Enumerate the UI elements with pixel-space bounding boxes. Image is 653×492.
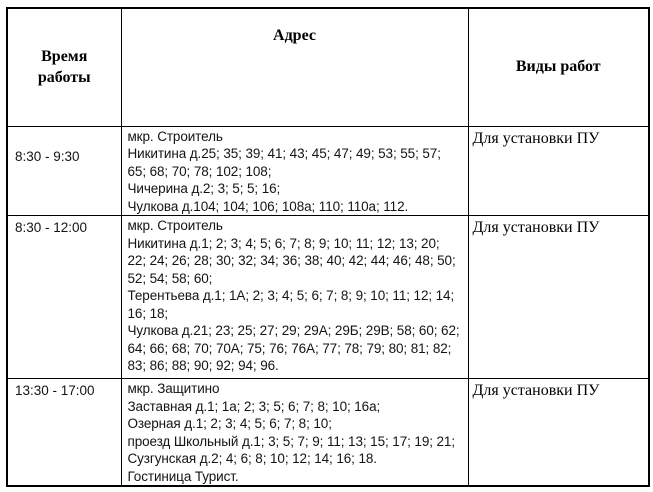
- address-line: 16; 18;: [127, 305, 169, 321]
- address-line: 65; 68; 70; 78; 102; 108;: [127, 163, 272, 179]
- address-line: 22; 24; 26; 28; 30; 32; 34; 36; 38; 40; 42; 44; 46; 48; 50;: [127, 253, 456, 268]
- work-type-value: Для установки ПУ: [468, 216, 649, 379]
- address-line: 83; 86; 88; 90; 92; 94; 96.: [127, 358, 279, 373]
- address-line: Сузгунская д.2; 4; 6; 8; 10; 12; 14; 16; 18.: [127, 451, 377, 466]
- address-line: Никитина д.1; 2; 3; 4; 5; 6; 7; 8; 9; 10; 11; 12; 13; 20;: [127, 235, 440, 251]
- address-line: 64; 66; 68; 70; 70А; 75; 76; 76А; 77; 78; 79; 80; 81; 82;: [127, 340, 452, 356]
- work-type-value: Для установки ПУ: [468, 126, 649, 216]
- address-line: Никитина д.25; 35; 39; 41; 43; 45; 47; 49; 53; 55; 57;: [127, 146, 441, 161]
- table-row: [7, 379, 649, 487]
- address-line: проезд Школьный д.1; 3; 5; 7; 9; 11; 13; 15; 17; 19; 21;: [127, 433, 455, 449]
- time-value: 13:30 - 17:00: [7, 379, 121, 487]
- address-cell: [121, 216, 468, 379]
- address-line: Заставная д.1; 1а; 2; 3; 5; 6; 7; 8; 10; 16а;: [127, 398, 381, 414]
- address-line: Гостиница Турист.: [127, 468, 239, 484]
- address-line: 52; 54; 58; 60;: [127, 270, 213, 286]
- column-header-work: Виды работ: [468, 8, 649, 126]
- address-line: Чулкова д.104; 104; 106; 108а; 110; 110а; 112.: [127, 198, 409, 214]
- address-line: мкр. Строитель: [127, 128, 223, 144]
- work-type-value: Для установки ПУ: [468, 379, 649, 487]
- table-header-row: [7, 8, 649, 126]
- table-row: [7, 126, 649, 216]
- column-header-time: Время работы: [7, 8, 121, 126]
- address-line: Чулкова д.21; 23; 25; 27; 29; 29А; 29Б; 29В; 58; 60; 62;: [127, 323, 460, 338]
- address-line: Чичерина д.2; 3; 5; 5; 16;: [127, 181, 281, 196]
- address-line: Озерная д.1; 2; 3; 4; 5; 6; 7; 8; 10;: [127, 416, 332, 431]
- work-schedule-table: [6, 7, 650, 487]
- address-cell: [121, 379, 468, 487]
- address-line: Терентьева д.1; 1А; 2; 3; 4; 5; 6; 7; 8; 9; 10; 11; 12; 14;: [127, 288, 455, 303]
- time-value: 8:30 - 12:00: [7, 216, 121, 379]
- column-header-address: Адрес: [121, 8, 468, 126]
- address-line: мкр. Защитино: [127, 381, 220, 396]
- address-cell: [121, 126, 468, 216]
- address-line: мкр. Строитель: [127, 218, 223, 233]
- time-value: 8:30 - 9:30: [7, 126, 121, 216]
- table-row: [7, 216, 649, 379]
